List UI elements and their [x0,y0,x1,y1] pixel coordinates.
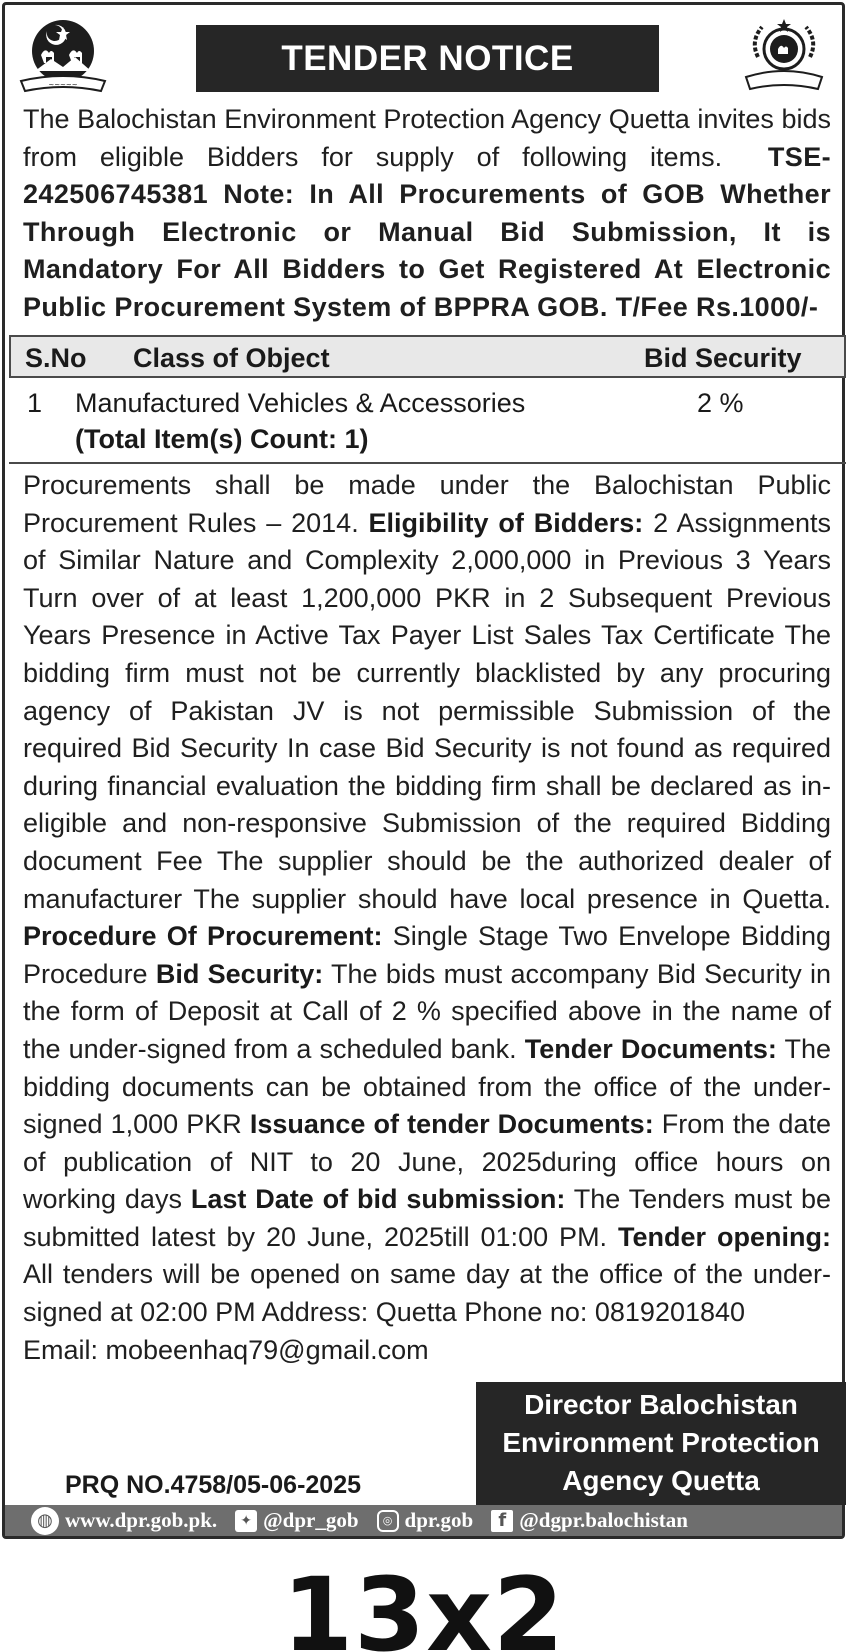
col-bid-security: Bid Security [644,343,802,373]
last-date-text: The Tenders must be submitted latest by 20 June, 2025till 01:00 PM. [23,1184,831,1252]
twitter-text: @dpr_gob [263,1508,359,1532]
intro-paragraph [23,101,831,327]
director-line-2: Environment Protection [502,1427,820,1458]
svg-text:~~~~~: ~~~~~ [48,81,78,89]
director-line-1: Director Balochistan [524,1389,798,1420]
col-class-of-object: Class of Object [133,343,330,373]
row-item-count: (Total Item(s) Count: 1) [75,424,369,454]
procurement-rules: Procurements shall be made under the Balochistan Public Procurement Rules – 2014. [23,470,831,538]
social-bar [5,1505,842,1536]
tender-opening-text: All tenders will be opened on same day at the office of the under-signed at 02:00 PM Address: Quetta Phone no: 0819201840 [23,1259,831,1328]
eligibility-label: Eligibility of Bidders: [368,507,644,538]
twitter-link[interactable] [235,1508,358,1533]
website-text: www.dpr.gob.pk. [65,1508,218,1532]
tender-notice [2,2,845,1539]
instagram-icon: ◎ [377,1510,399,1532]
facebook-link[interactable] [491,1508,688,1533]
tender-documents-label: Tender Documents: [524,1033,777,1064]
procedure-text: Single Stage Two Envelope Bidding Procedure [23,921,831,989]
directorate-public-relations-emblem-icon [740,17,828,97]
procedure-label: Procedure Of Procurement: [23,921,383,952]
table-row [9,380,846,464]
table-header [9,335,846,378]
eligibility-text: 2 Assignments of Similar Nature and Complexity 2,000,000 in Previous 3 Years Turn over of at least 1,200,000 PKR in 2 Subsequent Previous Years Presence in Active Tax Payer List Sales Tax Certificate The bidding firm must not be currently blacklisted by any procuring agency of Pakistan JV is not permissible Submission of the required Bid Security In case Bid Security is not found as required during financial evaluation the bidding firm shall be declared as in-eligible and non-responsive Submission of the required Bidding document Fee The supplier should be the authorized dealer of manufacturer The supplier should have local presence in Quetta. [23,507,832,914]
terms-paragraph [23,467,831,1369]
website-link[interactable] [31,1507,217,1535]
balochistan-emblem-icon [17,17,109,99]
bid-security-label: Bid Security: [155,958,324,989]
row-sno: 1 [27,388,43,418]
facebook-text: @dgpr.balochistan [519,1508,688,1532]
instagram-text: dpr.gob [404,1508,474,1532]
issuance-text: From the date of publication of NIT to 20 June, 2025during office hours on working days [23,1109,831,1215]
facebook-icon: f [491,1510,513,1532]
bid-security-text: The bids must accompany Bid Security in the form of Deposit at Call of 2 % specified above in the name of the under-signed from a scheduled bank. [23,958,832,1064]
prq-number: PRQ NO.4758/05-06-2025 [65,1471,362,1499]
tender-opening-label: Tender opening: [618,1221,831,1252]
instagram-link[interactable] [377,1508,474,1533]
globe-icon: ◍ [31,1507,59,1535]
tse-note: TSE-242506745381 Note: In All Procurements of GOB Whether Through Electronic or Manual Bid Submission, It is Mandatory For All Bidders to Get Registered At Electronic Public Procurement System of BPPRA GOB. T/Fee Rs.1000/- [23,141,831,322]
issuance-label: Issuance of tender Documents: [249,1109,654,1140]
twitter-icon: ✦ [235,1510,257,1532]
page-title: TENDER NOTICE [196,25,659,92]
ad-size-label: 13x2 [282,1556,565,1652]
email-line: Email: mobeenhaq79@gmail.com [23,1334,429,1365]
tender-documents-text: The bidding documents can be obtained from the office of the under-signed 1,000 PKR [23,1033,831,1140]
row-bid-security: 2 % [697,388,744,418]
last-date-label: Last Date of bid submission: [190,1184,566,1215]
director-line-3: Agency Quetta [562,1465,760,1496]
director-box [476,1382,846,1505]
intro-text: The Balochistan Environment Protection Agency Quetta invites bids from eligible Bidders for supply of following items. [23,104,831,172]
col-sno: S.No [25,343,87,373]
row-class: Manufactured Vehicles & Accessories [75,388,526,418]
